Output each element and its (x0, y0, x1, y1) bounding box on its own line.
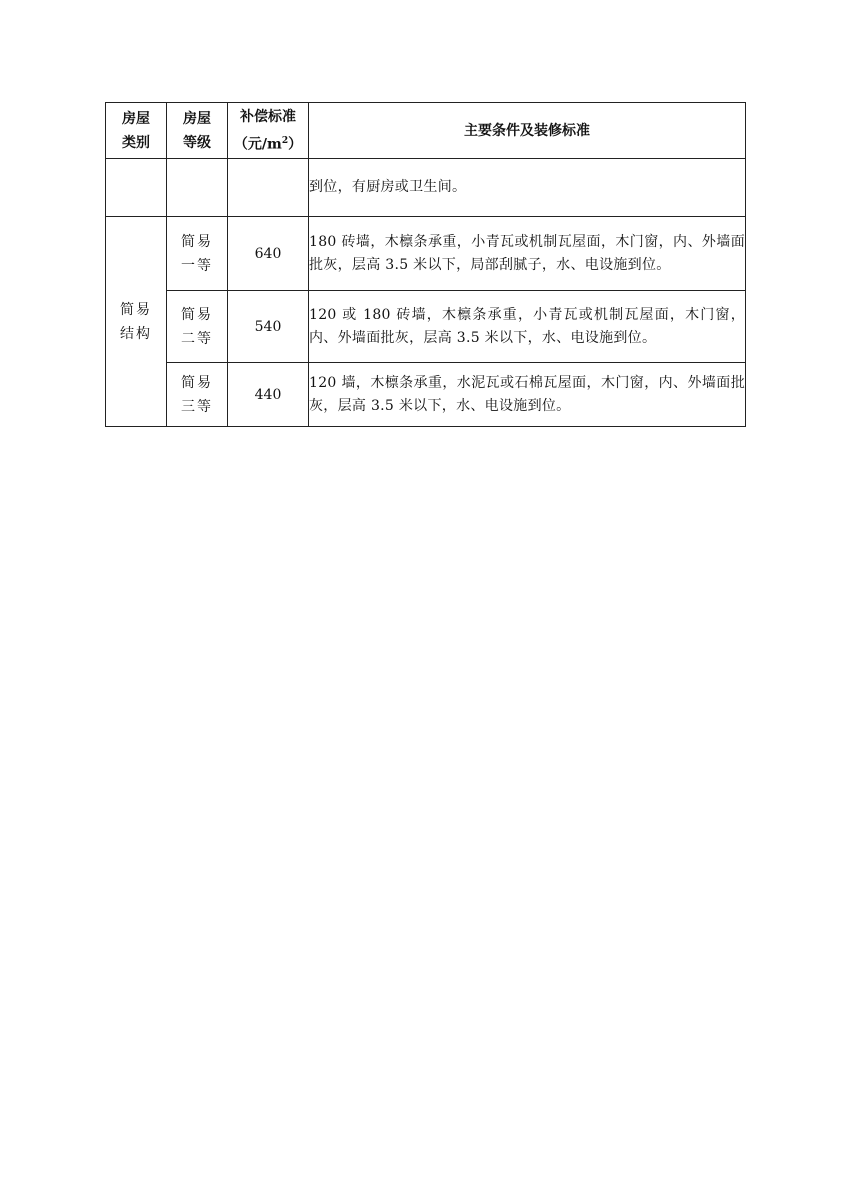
cell-empty (228, 159, 309, 217)
cell-desc: 120 或 180 砖墙，木檩条承重，小青瓦或机制瓦屋面，木门窗，内、外墙面批灰，层高 3.5 米以下，水、电设施到位。 (309, 291, 746, 363)
header-conditions: 主要条件及装修标准 (309, 103, 746, 159)
header-category: 房屋 类别 (106, 103, 167, 159)
cell-price: 640 (228, 217, 309, 291)
header-price: 补偿标准 （元$/m^2$） (228, 103, 309, 159)
cell-category: 简易 结构 (106, 217, 167, 427)
cell-empty (106, 159, 167, 217)
cell-grade: 简易 三等 (167, 363, 228, 427)
table-row (106, 217, 746, 291)
compensation-table (105, 102, 746, 427)
table-row (106, 291, 746, 363)
cell-desc: 120 墙，木檩条承重，水泥瓦或石棉瓦屋面，木门窗，内、外墙面批灰，层高 3.5 米以下，水、电设施到位。 (309, 363, 746, 427)
table-header-row (106, 103, 746, 159)
header-price-unit: （元$/m^2$） (233, 135, 303, 153)
cell-grade: 简易 一等 (167, 217, 228, 291)
table-row (106, 363, 746, 427)
table-row-continuation (106, 159, 746, 217)
cell-empty (167, 159, 228, 217)
cell-desc: 到位，有厨房或卫生间。 (309, 159, 746, 217)
header-grade: 房屋 等级 (167, 103, 228, 159)
cell-desc: 180 砖墙，木檩条承重，小青瓦或机制瓦屋面，木门窗，内、外墙面批灰，层高 3.5 米以下，局部刮腻子，水、电设施到位。 (309, 217, 746, 291)
cell-grade: 简易 二等 (167, 291, 228, 363)
cell-price: 540 (228, 291, 309, 363)
cell-price: 440 (228, 363, 309, 427)
